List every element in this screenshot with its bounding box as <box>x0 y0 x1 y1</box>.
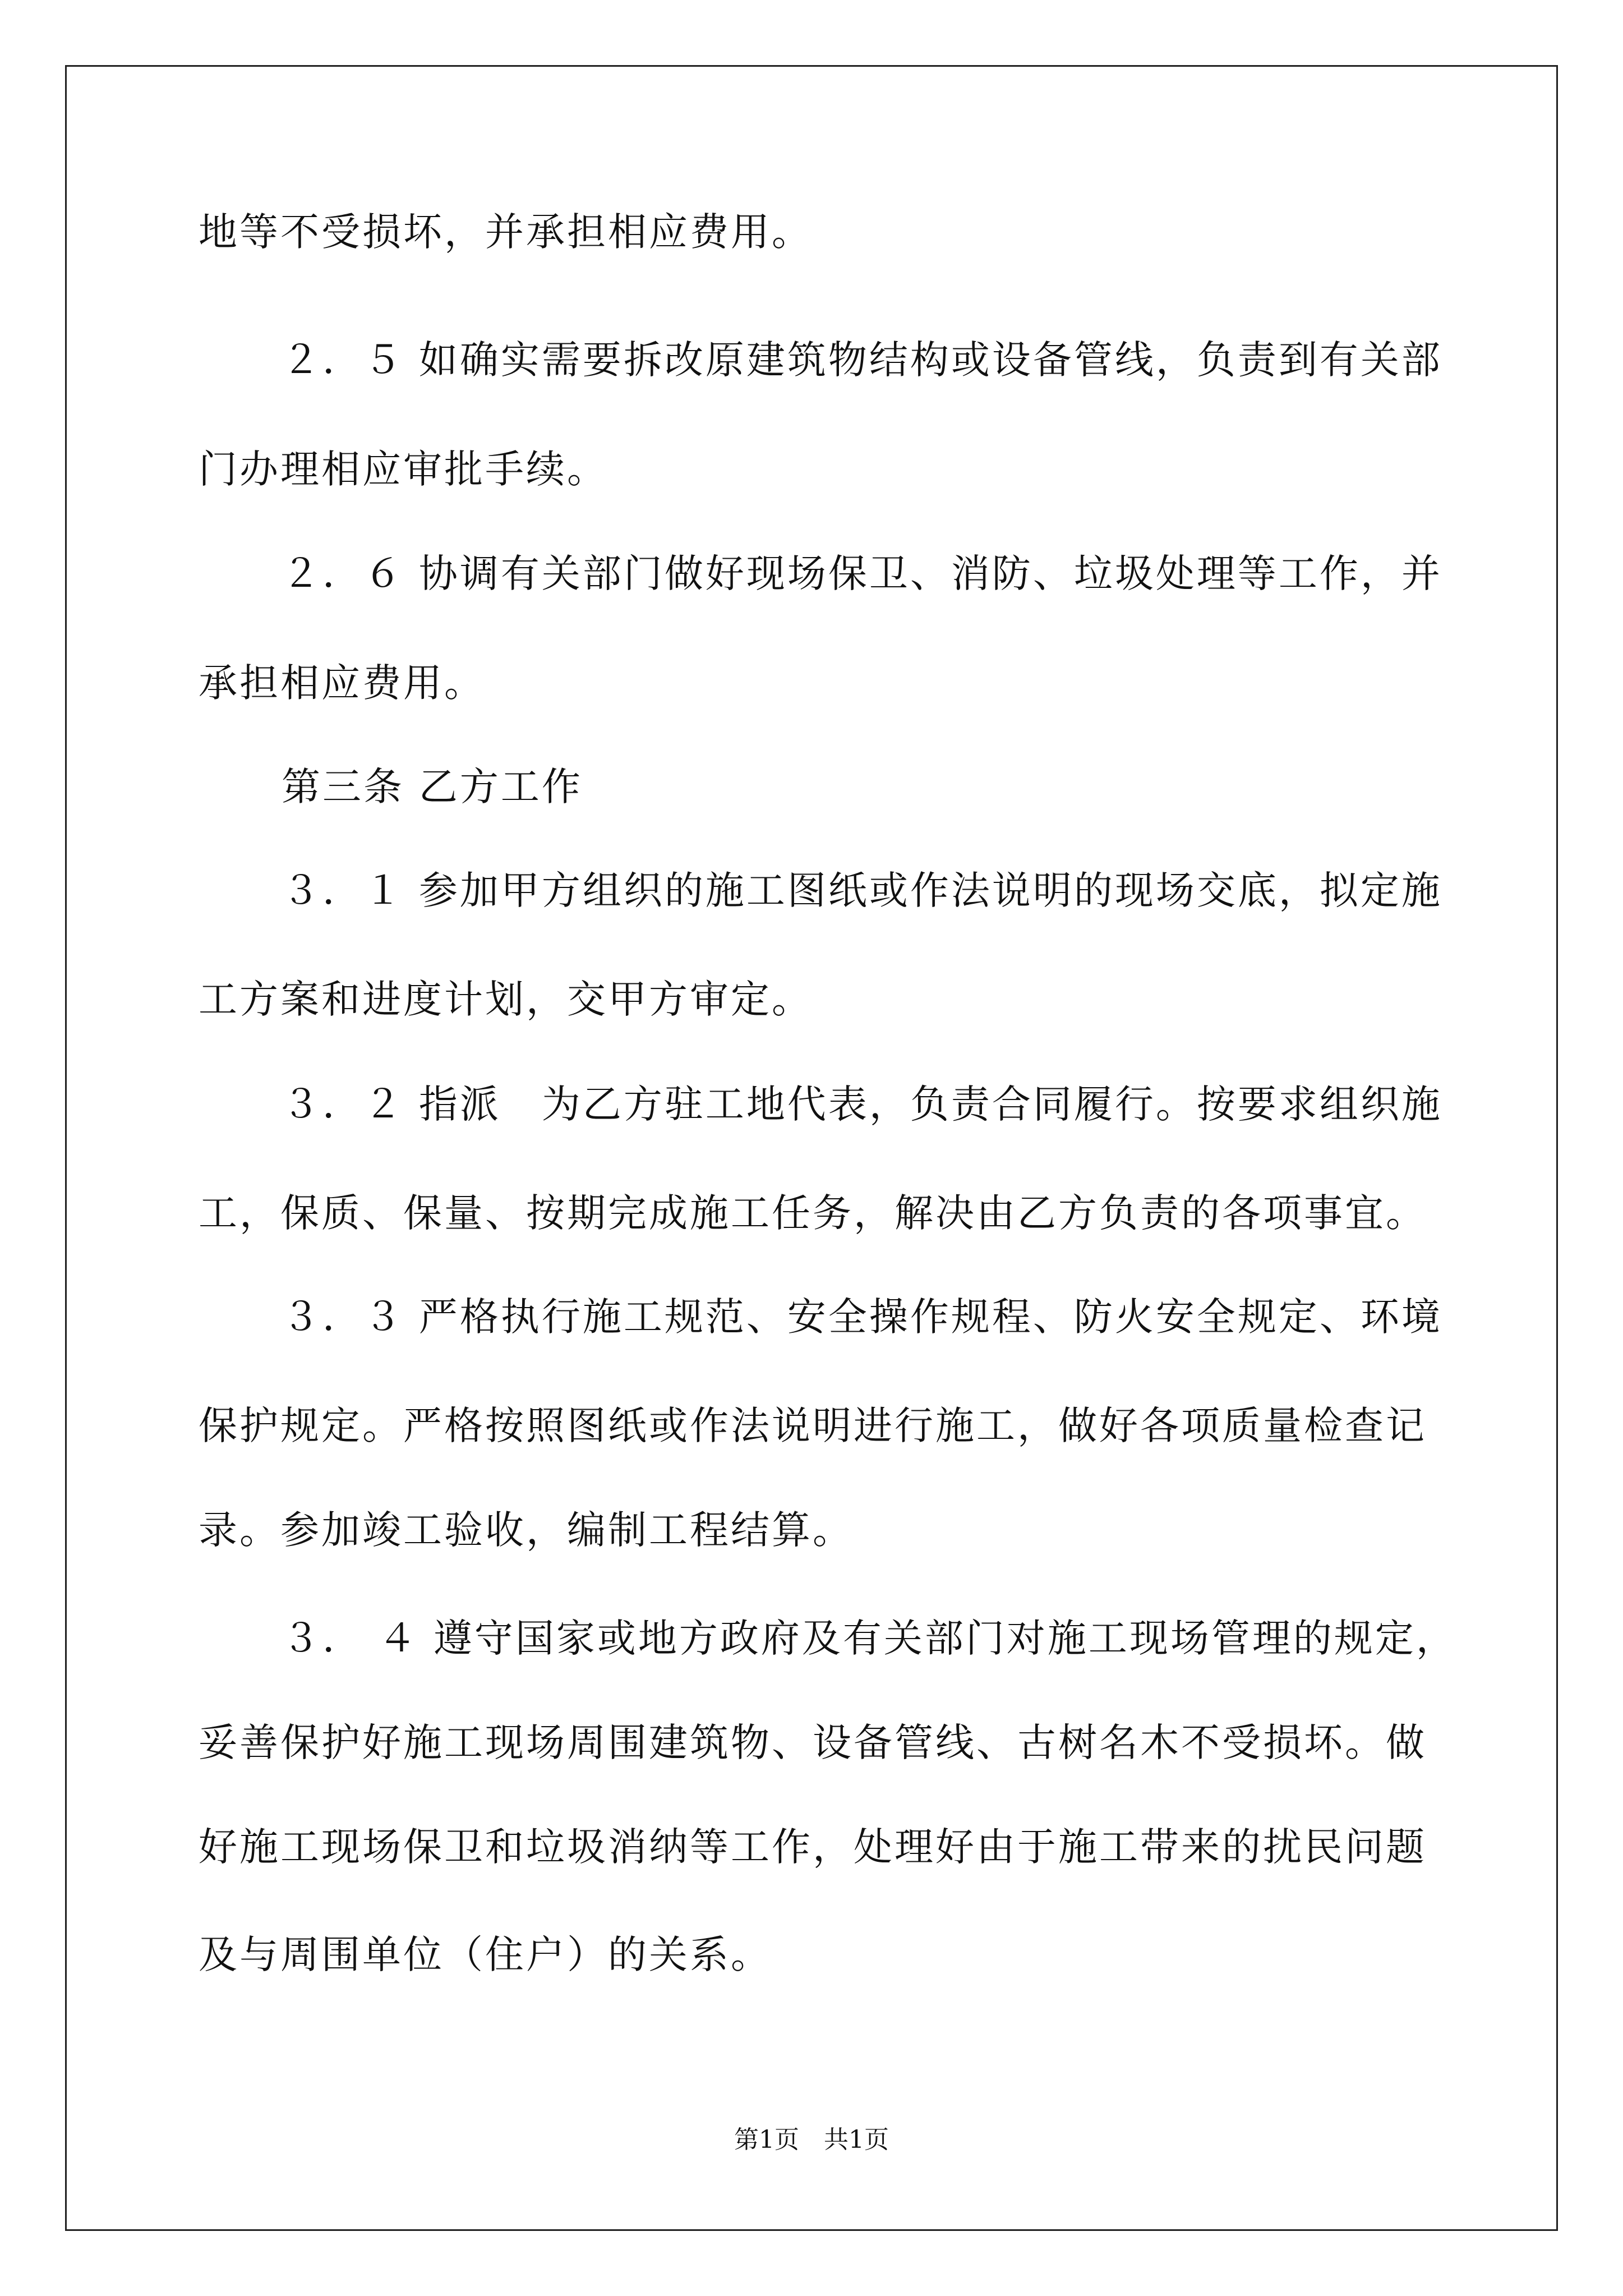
text-line-13: 录。参加竣工验收，编制工程结算。 <box>199 1508 854 1553</box>
text-line-16: 好施工现场保卫和垃圾消纳等工作，处理好由于施工带来的扰民问题 <box>199 1825 1427 1870</box>
text-line-5: 承担相应费用。 <box>199 661 485 706</box>
text-line-2: ２．５ 如确实需要拆改原建筑物结构或设备管线，负责到有关部 <box>282 338 1442 383</box>
text-line-12: 保护规定。严格按照图纸或作法说明进行施工，做好各项质量检查记 <box>199 1404 1427 1448</box>
text-line-10: 工，保质、保量、按期完成施工任务，解决由乙方负责的各项事宜。 <box>199 1191 1427 1236</box>
text-line-14: ３． ４ 遵守国家或地方政府及有关部门对施工现场管理的规定， <box>282 1616 1457 1661</box>
text-line-3: 门办理相应审批手续。 <box>199 447 608 492</box>
text-line-11: ３．３ 严格执行施工规范、安全操作规程、防火安全规定、环境 <box>282 1295 1442 1340</box>
text-line-1: 地等不受损坏，并承担相应费用。 <box>199 210 813 255</box>
text-line-15: 妥善保护好施工现场周围建筑物、设备管线、古树名木不受损坏。做 <box>199 1720 1427 1765</box>
page-number-footer: 第1页 共1页 <box>734 2125 889 2154</box>
text-line-9: ３．２ 指派 为乙方驻工地代表，负责合同履行。按要求组织施 <box>282 1082 1442 1127</box>
text-line-17: 及与周围单位（住户）的关系。 <box>199 1932 772 1977</box>
section-heading: 第三条 乙方工作 <box>282 765 583 809</box>
text-line-8: 工方案和进度计划，交甲方审定。 <box>199 977 813 1022</box>
page-border <box>65 65 1558 2231</box>
text-line-7: ３．１ 参加甲方组织的施工图纸或作法说明的现场交底，拟定施 <box>282 868 1442 913</box>
text-line-4: ２．６ 协调有关部门做好现场保卫、消防、垃圾处理等工作，并 <box>282 551 1442 596</box>
